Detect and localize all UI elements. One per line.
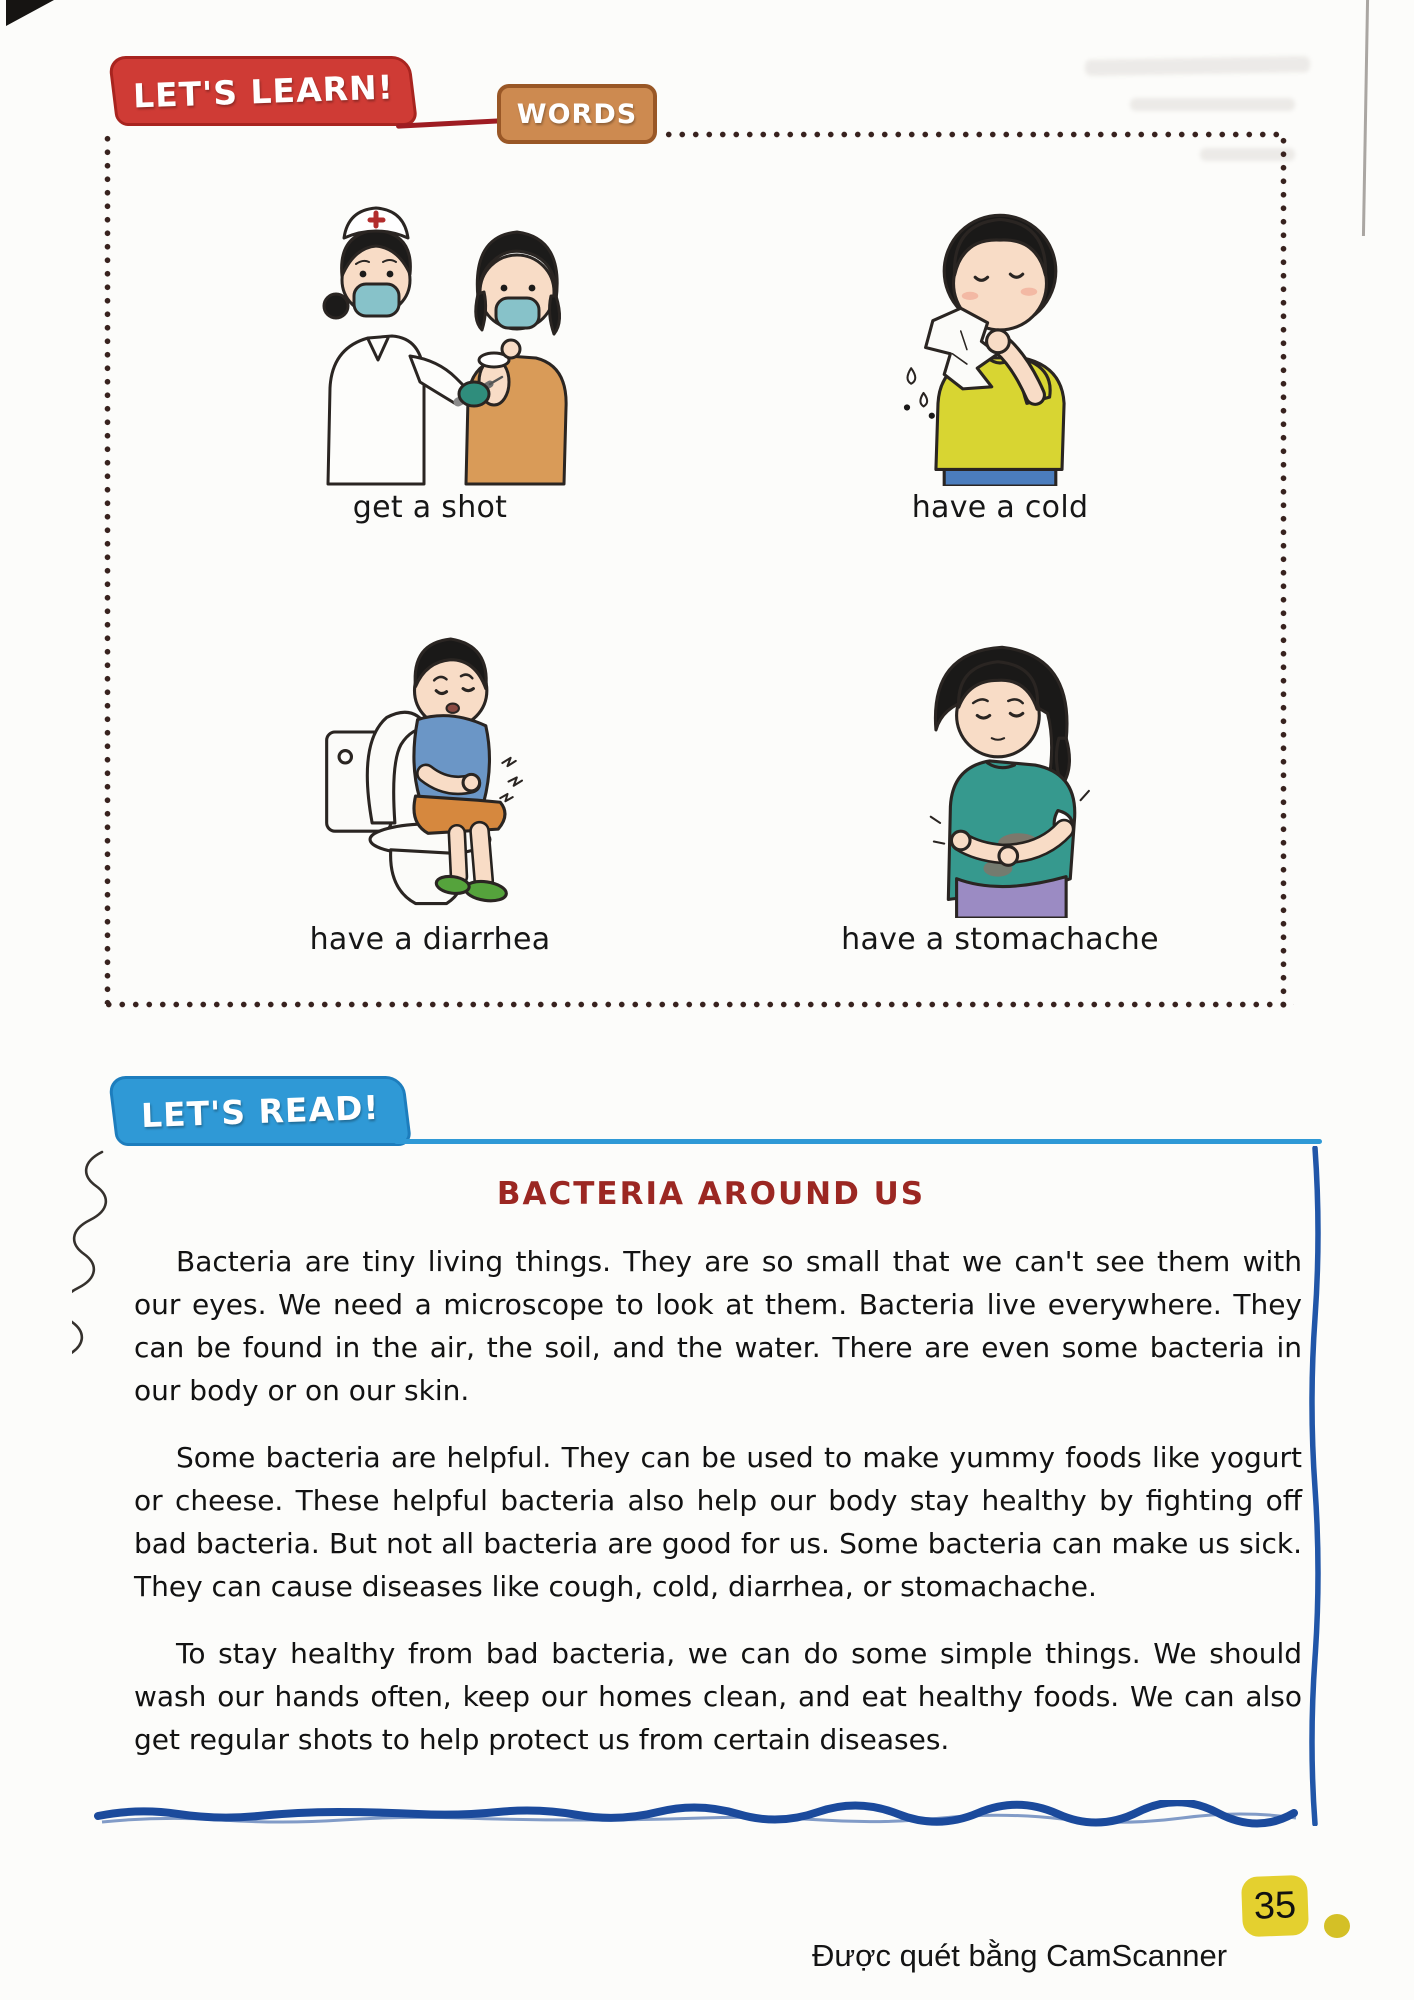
read-box-right-border bbox=[1304, 1146, 1328, 1826]
passage-paragraph-1: Bacteria are tiny living things. They are so small that we can't see them with our eyes. We need a microscope to look at them. Bacteria live everywhere. They can be found in the air, the soil, and the water. There are even some bacteria in our body or on our skin. bbox=[134, 1245, 1302, 1407]
read-box-left-border bbox=[72, 1148, 112, 1838]
camscanner-watermark: Được quét bằng CamScanner bbox=[812, 1938, 1228, 1973]
bleedthrough-smudge bbox=[1085, 56, 1310, 76]
vocab-card-get-a-shot bbox=[252, 176, 608, 525]
scan-edge-line bbox=[1362, 0, 1369, 236]
vocab-caption: have a diarrhea bbox=[309, 922, 551, 957]
page-number-badge bbox=[1241, 1875, 1309, 1937]
words-badge bbox=[497, 84, 657, 144]
vocab-card-have-a-cold bbox=[822, 176, 1178, 525]
dotted-frame-right bbox=[1280, 134, 1287, 1008]
have-a-diarrhea-illustration bbox=[275, 608, 585, 918]
vocab-caption: get a shot bbox=[352, 490, 508, 525]
words-badge-label: WORDS bbox=[516, 98, 638, 130]
vocab-card-have-a-diarrhea bbox=[252, 608, 608, 957]
page-badge-dot bbox=[1324, 1914, 1350, 1938]
read-box-bottom-border bbox=[92, 1800, 1332, 1830]
passage-paragraph-2: Some bacteria are helpful. They can be used to make yummy foods like yogurt or cheese. These helpful bacteria also help our body stay healthy by fighting off bad bacteria. But not all bacteria are good for us. Some bacteria can make us sick. They can cause diseases like cough, cold, diarrhea, or stomachache. bbox=[134, 1441, 1302, 1603]
passage-paragraph-3: To stay healthy from bad bacteria, we can do some simple things. We should wash our hands often, keep our homes clean, and eat healthy foods. We can also get regular shots to help protect us from certain diseases. bbox=[134, 1637, 1302, 1756]
bleedthrough-smudge bbox=[1130, 98, 1295, 111]
lets-read-banner bbox=[108, 1076, 413, 1146]
passage-body bbox=[134, 1240, 1302, 1785]
get-a-shot-illustration bbox=[260, 176, 600, 486]
have-a-cold-illustration bbox=[845, 176, 1155, 486]
vocab-caption: have a cold bbox=[911, 490, 1089, 525]
lets-learn-banner bbox=[108, 56, 419, 126]
dotted-frame-left bbox=[104, 132, 111, 1004]
passage-title: BACTERIA AROUND US bbox=[496, 1176, 926, 1212]
dotted-frame-bottom bbox=[102, 1001, 1294, 1008]
vocab-caption: have a stomachache bbox=[841, 922, 1159, 957]
scan-corner-artifact bbox=[6, 0, 54, 26]
read-box-top-border bbox=[394, 1139, 1322, 1144]
have-a-stomachache-illustration bbox=[845, 608, 1155, 918]
lets-read-banner-label: LET'S READ! bbox=[140, 1087, 380, 1135]
lets-learn-banner-label: LET'S LEARN! bbox=[132, 66, 394, 116]
dotted-frame-top bbox=[662, 131, 1284, 138]
vocab-card-have-a-stomachache bbox=[822, 608, 1178, 957]
page-number: 35 bbox=[1253, 1883, 1297, 1928]
